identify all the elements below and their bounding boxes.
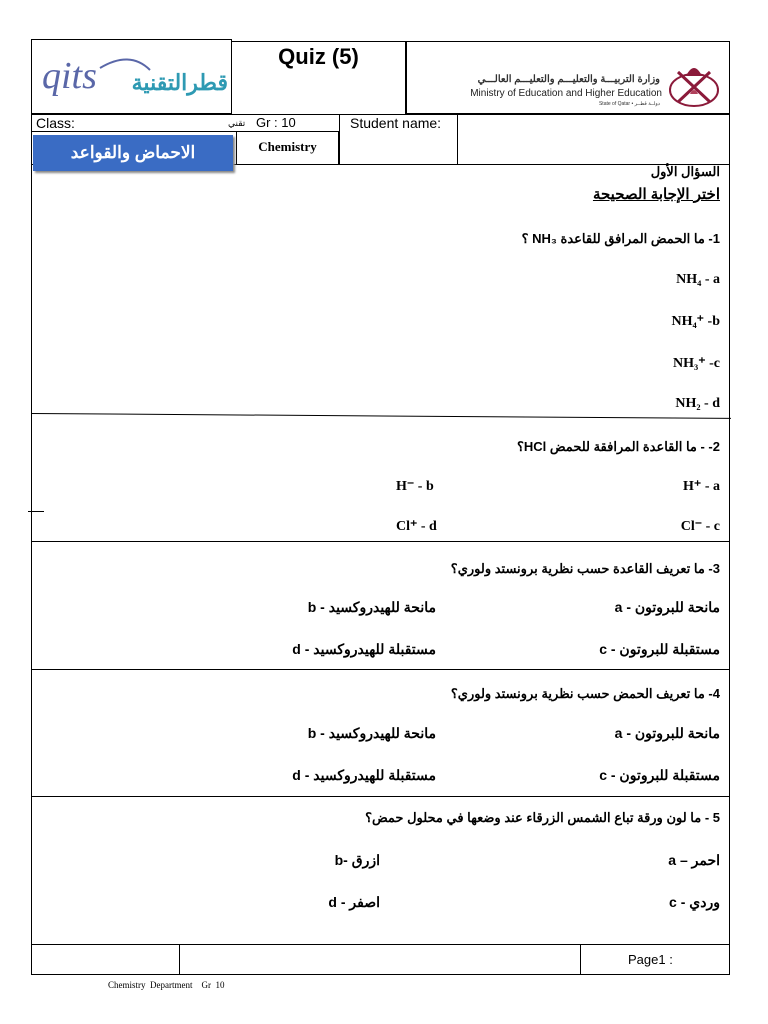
question-5: 5 - ما لون ورقة تباع الشمس الزرقاء عند وضعها في محلول حمض؟ <box>365 810 720 825</box>
question-1: 1- ما الحمض المرافق للقاعدة NH₃ ؟ <box>521 231 720 246</box>
subject-name: Chemistry <box>258 139 317 154</box>
q4-option-c[interactable]: c - مستقبلة للبروتون <box>599 767 720 783</box>
q2-option-d[interactable]: Cl⁺ - d <box>396 519 437 534</box>
q5-option-c[interactable]: c - وردي <box>669 894 720 910</box>
q1-option-b[interactable]: NH₄⁺ -b <box>671 314 720 329</box>
q3-option-d[interactable]: d - مستقبلة للهيدروكسيد <box>292 641 436 657</box>
ministry-english: Ministry of Education and Higher Education <box>470 88 662 99</box>
grade-arabic: تقني <box>228 118 246 128</box>
q3-option-b[interactable]: b - مانحة للهيدروكسيد <box>307 599 436 615</box>
topic-badge: الاحماض والقواعد <box>33 135 233 171</box>
footer-row <box>31 944 730 975</box>
divider <box>457 114 458 165</box>
question-3: 3- ما تعريف القاعدة حسب نظرية برونستد ولوري؟ <box>450 561 720 576</box>
section-heading: السؤال الأول <box>650 164 720 179</box>
logo-mark: qits <box>42 55 97 97</box>
question-divider <box>31 796 729 797</box>
q5-option-d[interactable]: d - اصفر <box>328 894 380 910</box>
emblem-icon <box>664 58 724 110</box>
q4-option-a[interactable]: a - مانحة للبروتون <box>614 725 720 741</box>
divider <box>339 114 340 165</box>
q3-option-a[interactable]: a - مانحة للبروتون <box>614 599 720 615</box>
q3-option-c[interactable]: c - مستقبلة للبروتون <box>599 641 720 657</box>
quiz-title: Quiz (5) <box>278 44 359 69</box>
question-divider <box>31 413 731 419</box>
state-line: State of Qatar • دولــة قطــر <box>598 101 660 107</box>
q4-option-d[interactable]: d - مستقبلة للهيدروكسيد <box>292 767 436 783</box>
q2-option-b[interactable]: H⁻ - b <box>396 479 434 494</box>
class-label: Class: <box>36 115 75 131</box>
frame-right <box>729 165 730 944</box>
q5-option-b[interactable]: b- ازرق <box>334 852 380 868</box>
question-4: 4- ما تعريف الحمض حسب نظرية برونستد ولوري؟ <box>450 686 720 701</box>
section-instruction: اختر الإجابة الصحيحة <box>592 186 720 203</box>
department-footer: Chemistry Department Gr 10 <box>108 980 225 990</box>
ministry-arabic: وزارة التربيـــة والتعليـــم والتعليـــم العالـــي <box>477 74 660 85</box>
divider <box>580 944 581 975</box>
tick-mark <box>28 511 44 512</box>
question-2: 2- - ما القاعدة المرافقة للحمض HCl؟ <box>516 439 720 454</box>
q1-option-a[interactable]: NH₄ - a <box>676 272 720 287</box>
q4-option-b[interactable]: b - مانحة للهيدروكسيد <box>307 725 436 741</box>
page-number: Page1 : <box>628 952 673 967</box>
question-divider <box>31 541 729 542</box>
q2-option-a[interactable]: H⁺ - a <box>683 479 720 494</box>
question-divider <box>31 669 729 670</box>
student-name-label: Student name: <box>350 115 442 131</box>
logo-arabic-text: قطرالتقنية <box>131 70 228 95</box>
grade-label: Gr : 10 <box>256 115 296 130</box>
frame-left <box>31 165 32 944</box>
q1-option-c[interactable]: NH₃⁺ -c <box>673 356 720 371</box>
q5-option-a[interactable]: a – احمر <box>668 852 720 868</box>
q1-option-d[interactable]: NH₂ - d <box>675 396 720 411</box>
qatar-emblem <box>664 58 724 110</box>
q2-option-c[interactable]: Cl⁻ - c <box>680 519 720 534</box>
divider <box>179 944 180 975</box>
